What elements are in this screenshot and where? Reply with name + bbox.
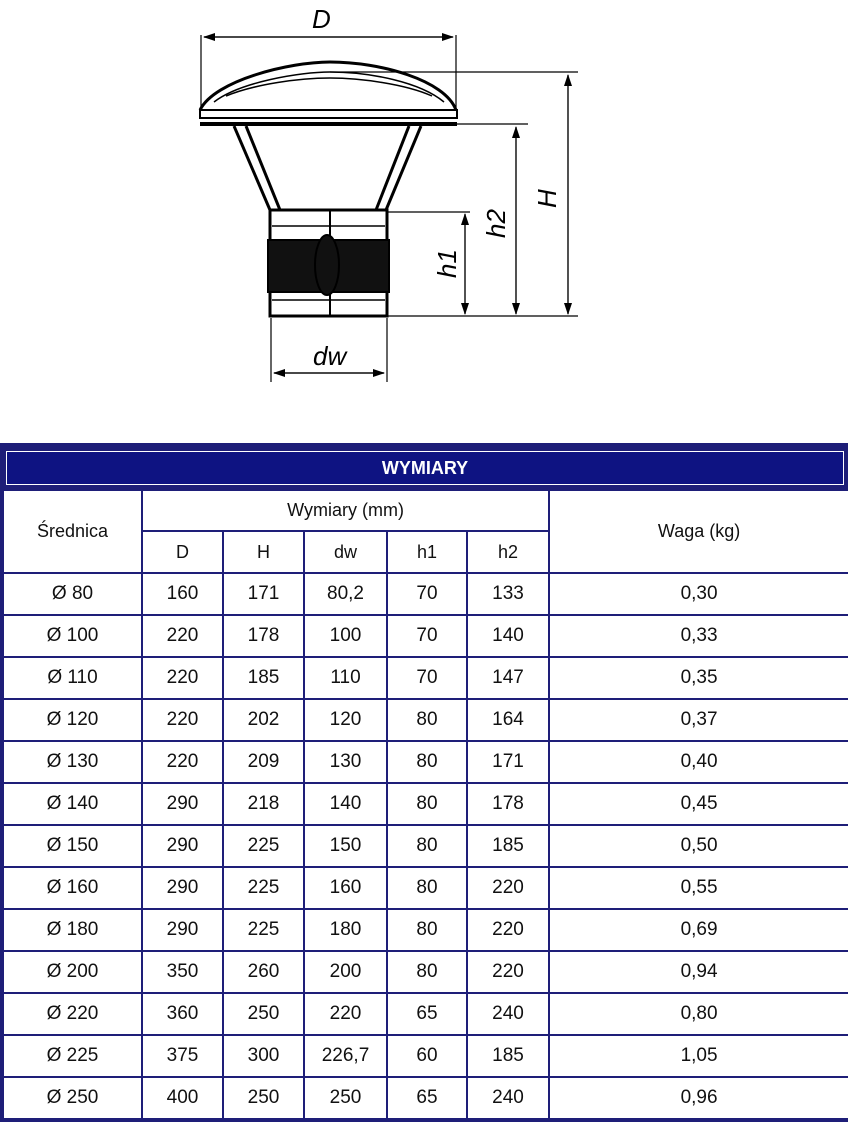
- table-row: [3, 1077, 848, 1119]
- cell-srednica: Ø 200: [3, 951, 142, 993]
- label-h2: h2: [481, 209, 511, 238]
- cell-d: 290: [142, 909, 223, 951]
- cell-d: 350: [142, 951, 223, 993]
- cell-waga: 0,94: [549, 951, 848, 993]
- table-row: [3, 699, 848, 741]
- cell-srednica: Ø 140: [3, 783, 142, 825]
- cell-dw: 200: [304, 951, 387, 993]
- cell-h1: 70: [387, 615, 467, 657]
- cell-h: 209: [223, 741, 304, 783]
- table-title: WYMIARY: [6, 451, 844, 485]
- cell-h: 225: [223, 909, 304, 951]
- cell-h: 171: [223, 573, 304, 615]
- header-h2: h2: [467, 531, 549, 573]
- cell-h1: 65: [387, 1077, 467, 1119]
- cell-h1: 80: [387, 783, 467, 825]
- cell-srednica: Ø 225: [3, 1035, 142, 1077]
- cell-h2: 185: [467, 825, 549, 867]
- cell-dw: 226,7: [304, 1035, 387, 1077]
- cell-h1: 80: [387, 867, 467, 909]
- table-row: [3, 1035, 848, 1077]
- cell-h1: 70: [387, 573, 467, 615]
- table-row: [3, 741, 848, 783]
- cell-h2: 133: [467, 573, 549, 615]
- cell-waga: 0,69: [549, 909, 848, 951]
- cell-d: 290: [142, 867, 223, 909]
- cell-h1: 80: [387, 741, 467, 783]
- cell-dw: 110: [304, 657, 387, 699]
- cell-h2: 178: [467, 783, 549, 825]
- cell-srednica: Ø 110: [3, 657, 142, 699]
- cell-dw: 100: [304, 615, 387, 657]
- dimensions-table: [0, 443, 848, 1122]
- table-row: [3, 867, 848, 909]
- table-row: [3, 783, 848, 825]
- cell-h2: 220: [467, 909, 549, 951]
- header-h: H: [223, 531, 304, 573]
- cell-h: 178: [223, 615, 304, 657]
- cell-h2: 147: [467, 657, 549, 699]
- cell-h: 185: [223, 657, 304, 699]
- cell-d: 220: [142, 657, 223, 699]
- header-waga: Waga (kg): [549, 490, 848, 573]
- cap-body: [200, 62, 457, 316]
- cell-waga: 0,50: [549, 825, 848, 867]
- cell-srednica: Ø 250: [3, 1077, 142, 1119]
- label-d: D: [312, 4, 331, 34]
- header-d: D: [142, 531, 223, 573]
- cell-d: 360: [142, 993, 223, 1035]
- label-dw: dw: [313, 341, 347, 371]
- cell-dw: 250: [304, 1077, 387, 1119]
- table-row: [3, 657, 848, 699]
- table-row: [3, 951, 848, 993]
- cell-h: 202: [223, 699, 304, 741]
- cell-h2: 140: [467, 615, 549, 657]
- cell-waga: 0,55: [549, 867, 848, 909]
- cell-d: 290: [142, 783, 223, 825]
- cell-h: 250: [223, 1077, 304, 1119]
- cell-h: 225: [223, 825, 304, 867]
- cell-waga: 0,37: [549, 699, 848, 741]
- cell-srednica: Ø 80: [3, 573, 142, 615]
- cell-srednica: Ø 100: [3, 615, 142, 657]
- table-body: [3, 573, 848, 1119]
- cell-dw: 220: [304, 993, 387, 1035]
- cell-h1: 80: [387, 699, 467, 741]
- cell-h2: 220: [467, 951, 549, 993]
- cell-srednica: Ø 160: [3, 867, 142, 909]
- cell-h2: 171: [467, 741, 549, 783]
- cell-srednica: Ø 120: [3, 699, 142, 741]
- header-srednica: Średnica: [3, 490, 142, 573]
- label-h1: h1: [432, 249, 462, 278]
- cell-h1: 70: [387, 657, 467, 699]
- header-wymiary: Wymiary (mm): [142, 490, 549, 531]
- cell-dw: 180: [304, 909, 387, 951]
- cell-h1: 80: [387, 951, 467, 993]
- cell-d: 160: [142, 573, 223, 615]
- cell-h2: 164: [467, 699, 549, 741]
- cell-waga: 0,45: [549, 783, 848, 825]
- cell-d: 400: [142, 1077, 223, 1119]
- cell-srednica: Ø 220: [3, 993, 142, 1035]
- cell-srednica: Ø 130: [3, 741, 142, 783]
- cell-waga: 0,80: [549, 993, 848, 1035]
- cell-d: 290: [142, 825, 223, 867]
- cell-waga: 0,40: [549, 741, 848, 783]
- cell-h1: 80: [387, 909, 467, 951]
- table-row: [3, 615, 848, 657]
- cell-h: 225: [223, 867, 304, 909]
- cell-dw: 160: [304, 867, 387, 909]
- cell-waga: 0,96: [549, 1077, 848, 1119]
- cell-h2: 240: [467, 1077, 549, 1119]
- dimensions-grid: [2, 489, 848, 1120]
- cell-dw: 80,2: [304, 573, 387, 615]
- cell-waga: 0,35: [549, 657, 848, 699]
- cell-dw: 130: [304, 741, 387, 783]
- cell-h2: 220: [467, 867, 549, 909]
- cell-h2: 185: [467, 1035, 549, 1077]
- table-row: [3, 825, 848, 867]
- cell-h1: 80: [387, 825, 467, 867]
- cell-waga: 0,33: [549, 615, 848, 657]
- table-row: [3, 573, 848, 615]
- table-row: [3, 993, 848, 1035]
- chimney-cap-diagram: [0, 0, 848, 400]
- cell-h1: 65: [387, 993, 467, 1035]
- cell-waga: 1,05: [549, 1035, 848, 1077]
- label-h: H: [532, 189, 562, 208]
- cell-d: 375: [142, 1035, 223, 1077]
- cell-d: 220: [142, 741, 223, 783]
- cell-h: 218: [223, 783, 304, 825]
- chimney-cap-drawing: [0, 0, 848, 400]
- cell-srednica: Ø 150: [3, 825, 142, 867]
- cell-dw: 140: [304, 783, 387, 825]
- cell-dw: 150: [304, 825, 387, 867]
- cell-waga: 0,30: [549, 573, 848, 615]
- cell-h: 300: [223, 1035, 304, 1077]
- cell-d: 220: [142, 615, 223, 657]
- cell-dw: 120: [304, 699, 387, 741]
- cell-h: 250: [223, 993, 304, 1035]
- cell-h: 260: [223, 951, 304, 993]
- cell-d: 220: [142, 699, 223, 741]
- cell-h1: 60: [387, 1035, 467, 1077]
- cell-srednica: Ø 180: [3, 909, 142, 951]
- table-row: [3, 909, 848, 951]
- cell-h2: 240: [467, 993, 549, 1035]
- header-dw: dw: [304, 531, 387, 573]
- header-h1: h1: [387, 531, 467, 573]
